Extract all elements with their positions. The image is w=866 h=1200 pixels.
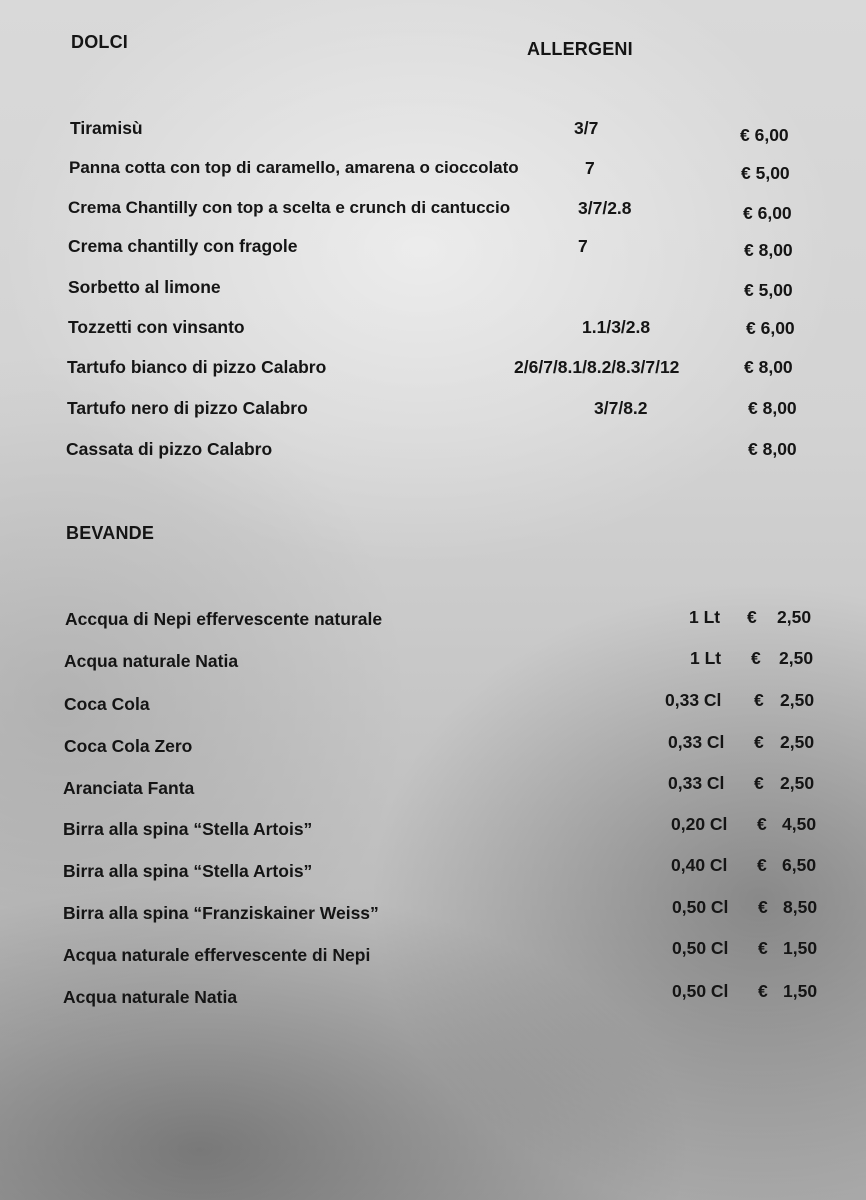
dolci-heading: DOLCI — [71, 32, 128, 52]
item-quantity: 0,33 Cl — [668, 732, 725, 752]
item-name: Sorbetto al limone — [68, 277, 221, 297]
item-price: 6,50 — [782, 855, 817, 875]
item-quantity: 0,33 Cl — [668, 773, 725, 793]
item-name: Tartufo nero di pizzo Calabro — [67, 398, 308, 418]
list-item — [0, 118, 866, 148]
list-item — [0, 732, 866, 766]
item-currency: € — [758, 938, 768, 958]
item-quantity: 0,50 Cl — [672, 938, 729, 958]
item-currency: € — [754, 773, 764, 793]
item-quantity: 1 Lt — [690, 648, 722, 668]
item-name: Tartufo bianco di pizzo Calabro — [67, 357, 327, 377]
item-name: Birra alla spina “Franziskainer Weiss” — [63, 903, 379, 923]
item-price: 2,50 — [780, 690, 815, 710]
item-allergens: 7 — [585, 158, 595, 178]
bevande-heading: BEVANDE — [66, 523, 155, 543]
item-currency: € — [751, 648, 761, 668]
list-item — [0, 773, 866, 808]
item-currency: € — [757, 855, 767, 875]
item-price: € 8,00 — [748, 398, 797, 418]
list-item — [0, 439, 866, 469]
item-name: Crema chantilly con fragole — [68, 236, 298, 256]
item-currency: € — [758, 981, 768, 1001]
item-price: 8,50 — [783, 897, 818, 917]
item-allergens: 3/7/8.2 — [594, 398, 648, 418]
item-price: 2,50 — [780, 773, 815, 793]
item-currency: € — [754, 690, 764, 710]
list-item — [0, 198, 866, 228]
list-item — [0, 814, 866, 849]
item-name: Acqua naturale effervescente di Nepi — [63, 945, 371, 965]
item-currency: € — [754, 732, 764, 752]
item-quantity: 0,40 Cl — [671, 855, 728, 875]
list-item — [0, 855, 866, 891]
item-quantity: 0,33 Cl — [665, 690, 722, 710]
item-price: € 5,00 — [741, 163, 790, 183]
item-price: 1,50 — [783, 981, 818, 1001]
item-currency: € — [747, 607, 757, 627]
item-quantity: 0,50 Cl — [672, 981, 729, 1001]
item-price: € 6,00 — [740, 125, 789, 145]
item-name: Acqua naturale Natia — [63, 987, 238, 1007]
item-name: Aranciata Fanta — [63, 778, 195, 798]
item-quantity: 1 Lt — [689, 607, 721, 627]
item-price: 4,50 — [782, 814, 817, 834]
item-allergens: 7 — [578, 236, 588, 256]
item-allergens: 1.1/3/2.8 — [582, 317, 651, 337]
list-item — [0, 938, 866, 975]
list-item — [0, 236, 866, 266]
list-item — [0, 981, 866, 1017]
item-name: Tozzetti con vinsanto — [68, 317, 245, 337]
item-price: 2,50 — [779, 648, 814, 668]
list-item — [0, 277, 866, 307]
item-name: Accqua di Nepi effervescente naturale — [65, 609, 383, 629]
item-allergens: 2/6/7/8.1/8.2/8.3/7/12 — [514, 357, 680, 377]
list-item — [0, 357, 866, 387]
item-currency: € — [758, 897, 768, 917]
item-price: 1,50 — [783, 938, 818, 958]
item-price: 2,50 — [780, 732, 815, 752]
item-price: € 8,00 — [748, 439, 797, 459]
item-name: Coca Cola — [64, 694, 150, 714]
list-item — [0, 609, 866, 639]
list-item — [0, 648, 866, 681]
item-price: € 6,00 — [743, 203, 792, 223]
item-quantity: 0,20 Cl — [671, 814, 728, 834]
list-item — [0, 317, 866, 347]
item-price: 2,50 — [777, 607, 812, 627]
item-name: Cassata di pizzo Calabro — [66, 439, 273, 459]
list-item — [0, 690, 866, 724]
item-price: € 6,00 — [746, 318, 795, 338]
item-price: € 8,00 — [744, 357, 793, 377]
list-item — [0, 398, 866, 428]
item-currency: € — [757, 814, 767, 834]
item-price: € 5,00 — [744, 280, 793, 300]
item-name: Coca Cola Zero — [64, 736, 193, 756]
item-price: € 8,00 — [744, 240, 793, 260]
item-name: Tiramisù — [70, 118, 143, 138]
item-name: Birra alla spina “Stella Artois” — [63, 861, 313, 881]
item-allergens: 3/7 — [574, 118, 599, 138]
item-name: Birra alla spina “Stella Artois” — [63, 819, 313, 839]
allergens-heading: ALLERGENI — [527, 39, 633, 59]
item-name: Crema Chantilly con top a scelta e crunch di cantuccio — [68, 198, 511, 217]
item-allergens: 3/7/2.8 — [578, 198, 632, 218]
item-name: Panna cotta con top di caramello, amarena o cioccolato — [69, 158, 519, 177]
item-name: Acqua naturale Natia — [64, 651, 239, 671]
list-item — [0, 897, 866, 933]
list-item — [0, 158, 866, 188]
item-quantity: 0,50 Cl — [672, 897, 729, 917]
